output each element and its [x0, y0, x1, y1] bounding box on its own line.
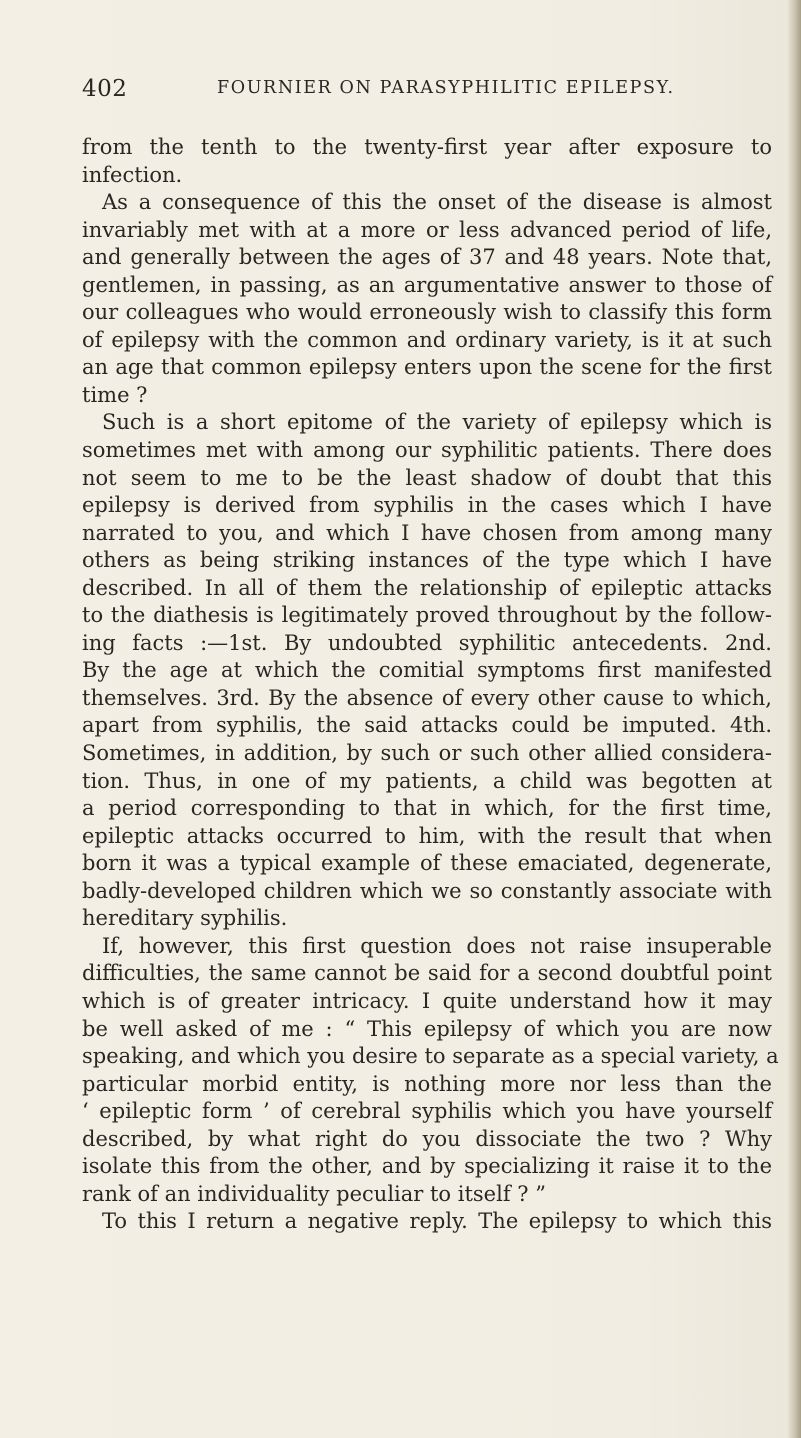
text-line: infection.: [82, 162, 183, 187]
text-line: from the tenth to the twenty-first year after exposure to: [82, 135, 772, 159]
text-line: not seem to me to be the least shadow of doubt that this: [82, 465, 772, 490]
text-line: of epilepsy with the common and ordinary variety, is it at such: [82, 327, 772, 352]
text-line: be well asked of me : “ This epilepsy of which you are now: [82, 1016, 772, 1041]
text-line: others as being striking instances of the type which I have: [82, 548, 772, 573]
text-line: and generally between the ages of 37 and 48 years. Note that,: [82, 245, 772, 270]
text-line: epilepsy is derived from syphilis in the cases which I have: [82, 493, 772, 518]
text-line: a period corresponding to that in which, for the first time,: [82, 796, 772, 821]
text-line: Sometimes, in addition, by such or such other allied considera-: [82, 741, 772, 766]
running-head: [82, 76, 772, 110]
page-number: 402: [82, 76, 128, 102]
text-line: As a consequence of this the onset of the disease is almost: [102, 190, 772, 215]
page-binding-edge: [787, 0, 801, 1438]
text-line: described, by what right do you dissociate the two ? Why: [82, 1126, 772, 1151]
text-line: apart from syphilis, the said attacks could be imputed. 4th.: [82, 713, 772, 738]
text-line: gentlemen, in passing, as an argumentative answer to those of: [82, 272, 772, 297]
text-line: badly-developed children which we so constantly associate with: [82, 878, 772, 903]
text-line: isolate this from the other, and by specializing it raise it to the: [82, 1154, 772, 1179]
text-line: described. In all of them the relationship of epileptic attacks: [82, 575, 772, 600]
text-line: rank of an individuality peculiar to itself ? ”: [82, 1181, 546, 1206]
text-line: tion. Thus, in one of my patients, a child was begotten at: [82, 768, 772, 793]
text-line: To this I return a negative reply. The epilepsy to which this: [102, 1209, 772, 1234]
text-line: Such is a short epitome of the variety of epilepsy which is: [102, 410, 772, 435]
text-line: invariably met with at a more or less advanced period of life,: [82, 217, 772, 242]
text-line: epileptic attacks occurred to him, with the result that when: [82, 823, 772, 848]
text-line: If, however, this first question does not raise insuperable: [102, 933, 772, 958]
text-line: born it was a typical example of these emaciated, degenerate,: [82, 851, 772, 876]
text-line: themselves. 3rd. By the absence of every other cause to which,: [82, 685, 772, 710]
text-line: an age that common epilepsy enters upon the scene for the first: [82, 355, 772, 380]
text-line: time ?: [82, 382, 148, 407]
text-line: ing facts :—1st. By undoubted syphilitic antecedents. 2nd.: [82, 630, 772, 655]
body-text: [82, 134, 779, 1236]
text-line: difficulties, the same cannot be said for a second doubtful point: [82, 961, 772, 986]
text-line: particular morbid entity, is nothing more nor less than the: [82, 1071, 772, 1096]
text-line: hereditary syphilis.: [82, 906, 288, 931]
text-line: narrated to you, and which I have chosen from among many: [82, 520, 772, 545]
text-line: sometimes met with among our syphilitic patients. There does: [82, 438, 772, 463]
text-line: which is of greater intricacy. I quite understand how it may: [82, 988, 772, 1013]
text-line: ‘ epileptic form ’ of cerebral syphilis which you have yourself: [82, 1099, 772, 1124]
text-line: our colleagues who would erroneously wish to classify this form: [82, 300, 772, 325]
text-line: By the age at which the comitial symptoms first manifested: [82, 658, 772, 683]
text-line: speaking, and which you desire to separate as a special variety, a: [82, 1044, 779, 1069]
text-line: to the diathesis is legitimately proved throughout by the follow-: [82, 603, 772, 628]
running-title: FOURNIER ON PARASYPHILITIC EPILEPSY.: [217, 78, 675, 98]
